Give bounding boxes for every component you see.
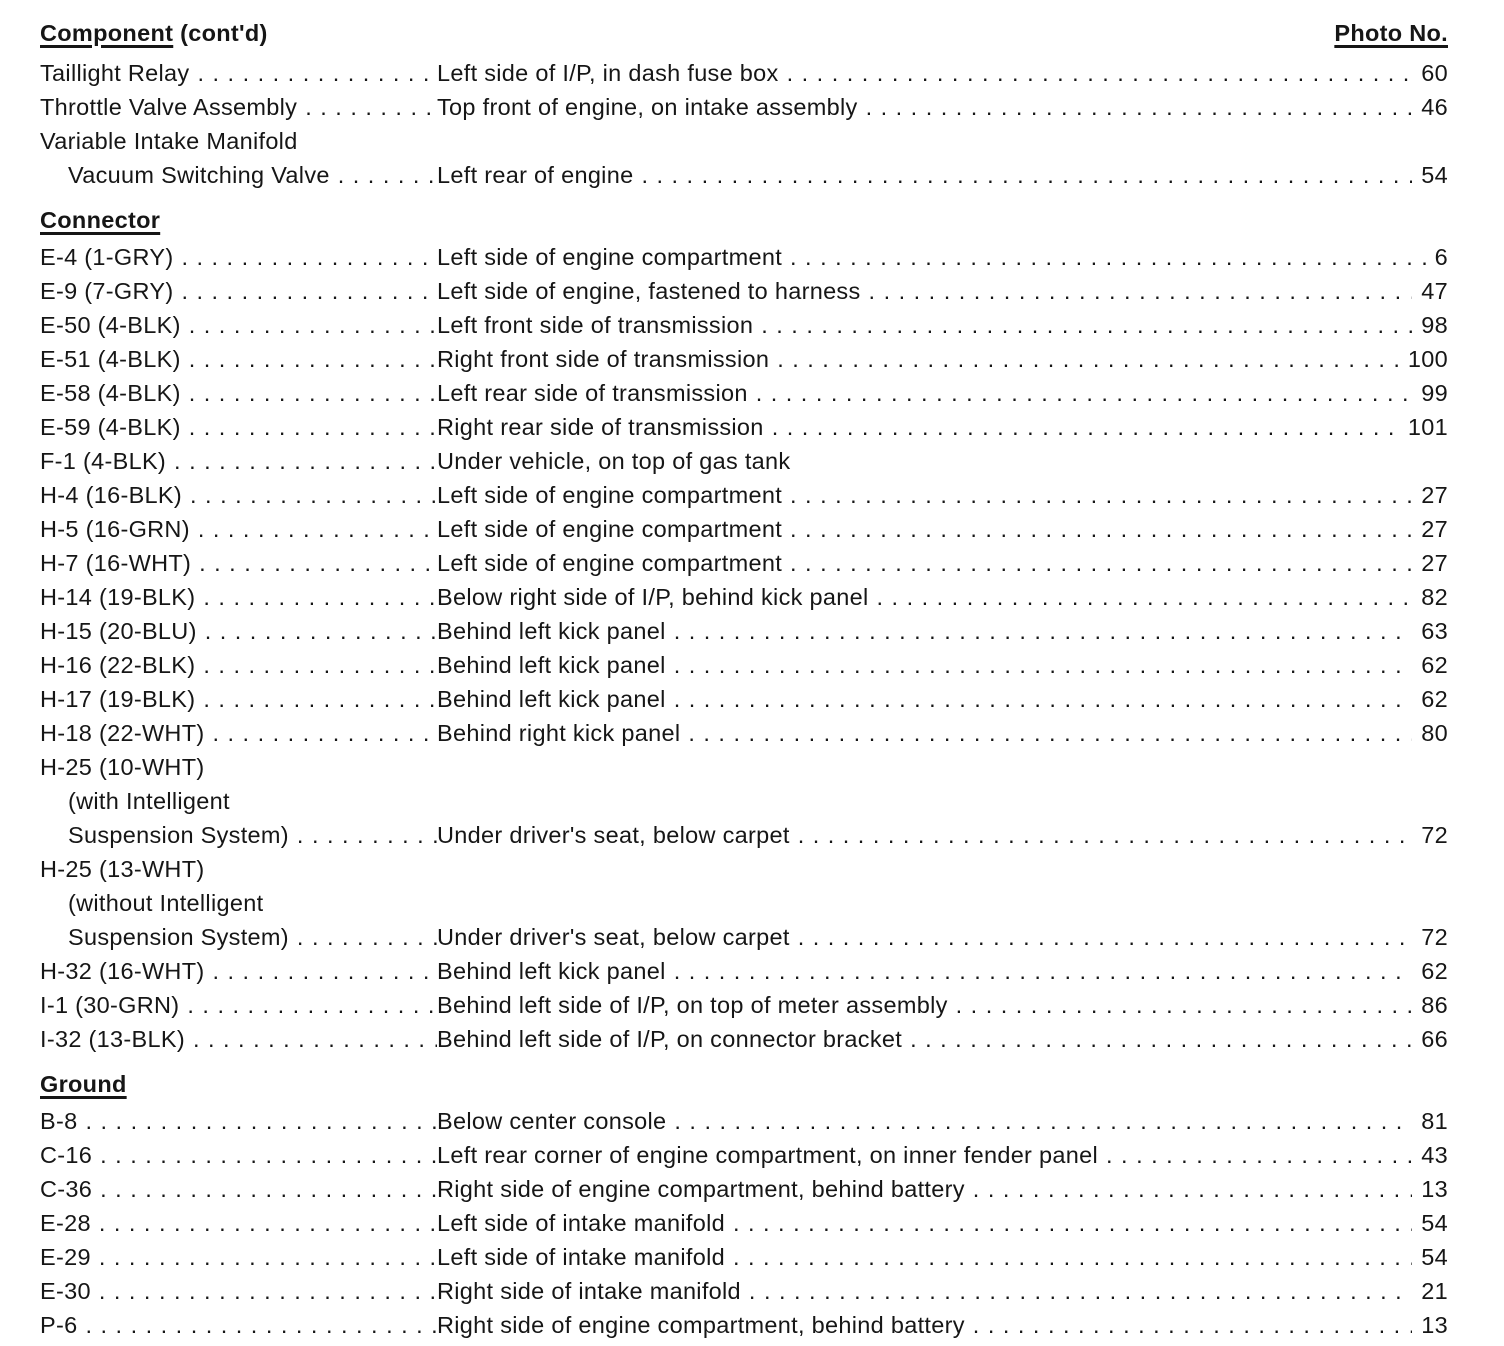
location-cell: Top front of engine, on intake assembly <box>437 94 858 120</box>
dot-leader <box>782 546 1412 580</box>
photo-no-cell: 82 <box>1421 584 1448 610</box>
photo-no-cell: 72 <box>1421 924 1448 950</box>
photo-no-cell: 13 <box>1421 1176 1448 1202</box>
location-cell: Left side of engine compartment <box>437 244 783 270</box>
photo-no-header: Photo No. <box>1334 20 1448 46</box>
component-header <box>40 14 268 52</box>
table-body <box>40 56 1448 1342</box>
dot-leader <box>680 716 1412 750</box>
component-cell <box>40 1022 437 1056</box>
component-cell <box>40 1172 437 1206</box>
dot-leader <box>191 546 437 580</box>
component-cell <box>40 988 437 1022</box>
component-label: H-7 (16-WHT) <box>40 550 192 576</box>
photo-no-cell: 27 <box>1421 516 1448 542</box>
component-cell <box>40 818 437 852</box>
component-label: E-59 (4-BLK) <box>40 414 181 440</box>
component-header-title: Component <box>40 20 174 46</box>
table-row <box>40 1022 1448 1056</box>
location-cell: Left side of engine compartment <box>437 550 783 576</box>
dot-leader <box>297 90 437 124</box>
table-row <box>40 1206 1448 1240</box>
component-cell <box>40 308 437 342</box>
component-label: E-4 (1-GRY) <box>40 244 174 270</box>
component-cell <box>40 1274 437 1308</box>
table-row <box>40 750 1448 784</box>
component-cell <box>40 580 437 614</box>
location-cell: Left front side of transmission <box>437 312 754 338</box>
photo-no-cell: 54 <box>1421 1244 1448 1270</box>
component-cell <box>40 648 437 682</box>
table-row <box>40 988 1448 1022</box>
dot-leader <box>725 1206 1412 1240</box>
dot-leader <box>205 716 438 750</box>
dot-leader <box>195 648 437 682</box>
component-label: P-6 <box>40 1312 78 1338</box>
dot-leader <box>190 512 437 546</box>
component-label: E-9 (7-GRY) <box>40 278 174 304</box>
location-cell: Left side of engine compartment <box>437 516 783 542</box>
table-row <box>40 716 1448 750</box>
dot-leader <box>92 1138 437 1172</box>
table-row <box>40 1308 1448 1342</box>
component-label: H-32 (16-WHT) <box>40 958 205 984</box>
dot-leader <box>197 614 437 648</box>
table-row <box>40 1274 1448 1308</box>
dot-leader <box>769 342 1399 376</box>
component-label: Variable Intake Manifold <box>40 128 298 154</box>
table-row <box>40 1138 1448 1172</box>
component-cell <box>40 158 437 192</box>
dot-leader <box>181 376 437 410</box>
section-heading-label: Ground <box>40 1071 127 1097</box>
location-cell: Below right side of I/P, behind kick panel <box>437 584 869 610</box>
dot-leader <box>902 1022 1412 1056</box>
photo-no-cell: 13 <box>1421 1312 1448 1338</box>
dot-leader <box>858 90 1413 124</box>
dot-leader <box>748 376 1413 410</box>
dot-leader <box>948 988 1413 1022</box>
table-row <box>40 920 1448 954</box>
location-cell: Right side of engine compartment, behind battery <box>437 1312 965 1338</box>
photo-no-cell: 46 <box>1421 94 1448 120</box>
component-cell <box>40 920 437 954</box>
dot-leader <box>633 158 1412 192</box>
location-cell: Behind left kick panel <box>437 958 666 984</box>
dot-leader <box>1098 1138 1412 1172</box>
photo-no-cell: 86 <box>1421 992 1448 1018</box>
dot-leader <box>166 444 437 478</box>
dot-leader <box>753 308 1412 342</box>
table-row <box>40 158 1448 192</box>
dot-leader <box>861 274 1413 308</box>
dot-leader <box>666 648 1413 682</box>
table-row <box>40 342 1448 376</box>
dot-leader <box>666 954 1413 988</box>
table-header <box>40 14 1448 52</box>
component-cell <box>40 716 437 750</box>
dot-leader <box>179 988 437 1022</box>
dot-leader <box>790 818 1413 852</box>
location-cell: Under driver's seat, below carpet <box>437 924 790 950</box>
photo-no-cell: 62 <box>1421 686 1448 712</box>
component-cell <box>40 682 437 716</box>
photo-no-cell: 99 <box>1421 380 1448 406</box>
table-row <box>40 852 1448 886</box>
dot-leader <box>666 614 1413 648</box>
location-cell: Left rear corner of engine compartment, on inner fender panel <box>437 1142 1099 1168</box>
location-cell: Under vehicle, on top of gas tank <box>437 448 791 474</box>
component-cell <box>40 1104 437 1138</box>
component-label: H-14 (19-BLK) <box>40 584 196 610</box>
dot-leader <box>779 56 1413 90</box>
dot-leader <box>790 920 1413 954</box>
component-cell <box>40 1308 437 1342</box>
photo-no-cell: 27 <box>1421 550 1448 576</box>
table-row <box>40 90 1448 124</box>
section-heading <box>40 1067 1448 1101</box>
component-label: B-8 <box>40 1108 78 1134</box>
component-label: H-5 (16-GRN) <box>40 516 190 542</box>
table-row <box>40 1240 1448 1274</box>
location-cell: Left side of intake manifold <box>437 1244 725 1270</box>
dot-leader <box>666 1104 1412 1138</box>
dot-leader <box>91 1206 437 1240</box>
table-row <box>40 478 1448 512</box>
component-label: Throttle Valve Assembly <box>40 94 298 120</box>
photo-no-cell: 43 <box>1421 1142 1448 1168</box>
table-row <box>40 1172 1448 1206</box>
component-label: Taillight Relay <box>40 60 190 86</box>
table-row <box>40 240 1448 274</box>
location-cell: Left side of I/P, in dash fuse box <box>437 60 779 86</box>
dot-leader <box>782 240 1426 274</box>
dot-leader <box>782 478 1412 512</box>
photo-no-cell: 62 <box>1421 652 1448 678</box>
dot-leader <box>289 920 437 954</box>
component-label: Vacuum Switching Valve <box>68 162 330 188</box>
component-header-suffix: (cont'd) <box>173 20 268 46</box>
location-cell: Left side of intake manifold <box>437 1210 725 1236</box>
dot-leader <box>189 56 437 90</box>
location-cell: Right side of engine compartment, behind battery <box>437 1176 965 1202</box>
table-row <box>40 308 1448 342</box>
dot-leader <box>91 1274 437 1308</box>
component-cell <box>40 478 437 512</box>
component-cell <box>40 784 437 818</box>
dot-leader <box>965 1172 1412 1206</box>
component-label: I-32 (13-BLK) <box>40 1026 185 1052</box>
location-cell: Left rear side of transmission <box>437 380 748 406</box>
dot-leader <box>782 512 1412 546</box>
table-row <box>40 444 1448 478</box>
component-label: (without Intelligent <box>68 890 264 916</box>
dot-leader <box>92 1172 437 1206</box>
dot-leader <box>181 308 437 342</box>
component-label: H-16 (22-BLK) <box>40 652 196 678</box>
component-cell <box>40 124 437 158</box>
dot-leader <box>289 818 437 852</box>
photo-no-cell: 47 <box>1421 278 1448 304</box>
dot-leader <box>91 1240 437 1274</box>
photo-no-cell: 66 <box>1421 1026 1448 1052</box>
component-label: E-30 <box>40 1278 91 1304</box>
dot-leader <box>181 410 437 444</box>
component-cell <box>40 750 437 784</box>
location-cell: Behind left kick panel <box>437 618 666 644</box>
table-row <box>40 1104 1448 1138</box>
photo-no-cell: 60 <box>1421 60 1448 86</box>
photo-no-cell: 54 <box>1421 162 1448 188</box>
photo-no-cell: 54 <box>1421 1210 1448 1236</box>
component-cell <box>40 376 437 410</box>
location-cell: Behind right kick panel <box>437 720 681 746</box>
component-label: H-18 (22-WHT) <box>40 720 205 746</box>
component-cell <box>40 1138 437 1172</box>
component-label: I-1 (30-GRN) <box>40 992 180 1018</box>
component-label: E-51 (4-BLK) <box>40 346 181 372</box>
dot-leader <box>195 580 437 614</box>
photo-no-cell: 62 <box>1421 958 1448 984</box>
component-cell <box>40 342 437 376</box>
table-section-component-contd <box>40 56 1448 192</box>
dot-leader <box>330 158 437 192</box>
location-cell: Left side of engine compartment <box>437 482 783 508</box>
component-label: E-28 <box>40 1210 91 1236</box>
location-cell: Right front side of transmission <box>437 346 770 372</box>
location-cell: Behind left kick panel <box>437 652 666 678</box>
dot-leader <box>205 954 438 988</box>
location-cell: Behind left side of I/P, on connector bracket <box>437 1026 903 1052</box>
table-row <box>40 274 1448 308</box>
component-cell <box>40 546 437 580</box>
table-row <box>40 376 1448 410</box>
component-label: Suspension System) <box>68 822 289 848</box>
component-label: E-29 <box>40 1244 91 1270</box>
component-cell <box>40 886 437 920</box>
component-label: H-25 (10-WHT) <box>40 754 205 780</box>
photo-no-cell: 72 <box>1421 822 1448 848</box>
dot-leader <box>741 1274 1412 1308</box>
component-cell <box>40 1206 437 1240</box>
photo-no-cell: 100 <box>1407 346 1448 372</box>
section-heading-label: Connector <box>40 207 161 233</box>
component-label: C-16 <box>40 1142 93 1168</box>
photo-no-cell: 6 <box>1434 244 1448 270</box>
table-row <box>40 954 1448 988</box>
dot-leader <box>77 1104 437 1138</box>
dot-leader <box>195 682 437 716</box>
photo-no-cell: 63 <box>1421 618 1448 644</box>
component-cell <box>40 512 437 546</box>
component-cell <box>40 1240 437 1274</box>
dot-leader <box>185 1022 437 1056</box>
table-row <box>40 682 1448 716</box>
table-row <box>40 56 1448 90</box>
component-label: (with Intelligent <box>68 788 230 814</box>
table-row <box>40 512 1448 546</box>
table-row <box>40 648 1448 682</box>
dot-leader <box>666 682 1413 716</box>
component-label: Suspension System) <box>68 924 289 950</box>
table-row <box>40 614 1448 648</box>
component-cell <box>40 410 437 444</box>
section-heading <box>40 203 1448 237</box>
location-cell: Left side of engine, fastened to harness <box>437 278 861 304</box>
component-cell <box>40 56 437 90</box>
location-cell: Below center console <box>437 1108 667 1134</box>
photo-no-cell: 81 <box>1421 1108 1448 1134</box>
component-label: E-58 (4-BLK) <box>40 380 181 406</box>
table-row <box>40 410 1448 444</box>
location-cell: Behind left side of I/P, on top of meter assembly <box>437 992 948 1018</box>
component-label: C-36 <box>40 1176 93 1202</box>
location-cell: Left rear of engine <box>437 162 634 188</box>
component-label: E-50 (4-BLK) <box>40 312 181 338</box>
location-cell: Under driver's seat, below carpet <box>437 822 790 848</box>
table-row <box>40 818 1448 852</box>
table-section-connector <box>40 203 1448 1056</box>
photo-no-cell: 21 <box>1421 1278 1448 1304</box>
photo-no-cell: 80 <box>1421 720 1448 746</box>
table-section-ground <box>40 1067 1448 1342</box>
component-cell <box>40 852 437 886</box>
dot-leader <box>77 1308 437 1342</box>
dot-leader <box>869 580 1413 614</box>
dot-leader <box>182 478 437 512</box>
component-cell <box>40 240 437 274</box>
component-label: H-15 (20-BLU) <box>40 618 197 644</box>
location-cell: Behind left kick panel <box>437 686 666 712</box>
table-row <box>40 784 1448 818</box>
location-cell: Right side of intake manifold <box>437 1278 741 1304</box>
dot-leader <box>173 240 437 274</box>
component-cell <box>40 954 437 988</box>
table-row <box>40 546 1448 580</box>
component-cell <box>40 90 437 124</box>
dot-leader <box>181 342 437 376</box>
dot-leader <box>764 410 1399 444</box>
component-cell <box>40 274 437 308</box>
dot-leader <box>725 1240 1412 1274</box>
photo-no-cell: 101 <box>1407 414 1448 440</box>
component-label: F-1 (4-BLK) <box>40 448 167 474</box>
component-label: H-17 (19-BLK) <box>40 686 196 712</box>
photo-no-cell: 27 <box>1421 482 1448 508</box>
photo-no-cell: 98 <box>1421 312 1448 338</box>
component-cell <box>40 614 437 648</box>
component-label: H-25 (13-WHT) <box>40 856 205 882</box>
table-row <box>40 580 1448 614</box>
table-row <box>40 886 1448 920</box>
location-cell: Right rear side of transmission <box>437 414 764 440</box>
component-cell <box>40 444 437 478</box>
dot-leader <box>173 274 437 308</box>
dot-leader <box>965 1308 1412 1342</box>
table-row <box>40 124 1448 158</box>
component-label: H-4 (16-BLK) <box>40 482 183 508</box>
